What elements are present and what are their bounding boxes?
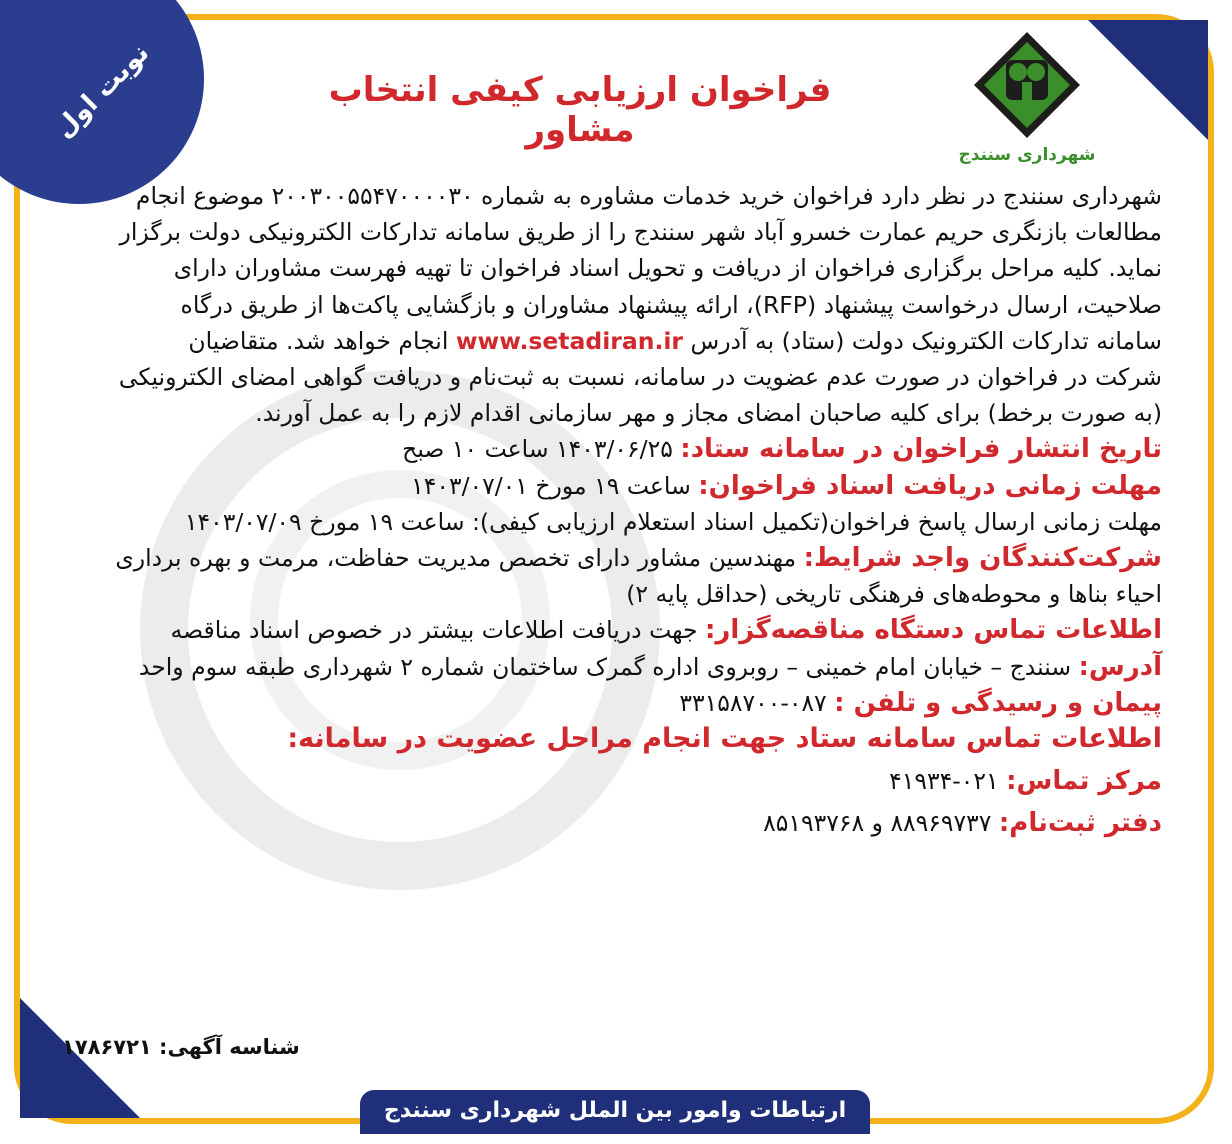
call-center-row xyxy=(62,763,1162,799)
response-deadline-row: مهلت زمانی ارسال پاسخ فراخوان(تکمیل اسناد استعلام ارزیابی کیفی): ساعت ۱۹ مورخ ۱۴۰۳/۰۷/۰۹ xyxy=(184,507,1162,536)
ad-id-value: ۱۷۸۶۷۲۱ xyxy=(62,1035,152,1059)
ad-id xyxy=(62,1035,300,1059)
publish-date-label: تاریخ انتشار فراخوان در سامانه ستاد: xyxy=(680,434,1162,465)
doc-deadline-row xyxy=(62,468,1162,504)
body-line: شهرداری سنندج در نظر دارد فراخوان خرید خدمات مشاوره به شماره ۲۰۰۳۰۰۵۵۴۷۰۰۰۰۳۰ موضوع انجام xyxy=(135,182,1162,210)
contact-row xyxy=(62,612,1162,648)
footer-text: ارتباطات وامور بین الملل شهرداری سنندج xyxy=(383,1098,847,1123)
notice-title: فراخوان ارزیابی کیفی انتخاب مشاور xyxy=(328,70,832,150)
registration-office-label: دفتر ثبت‌نام: xyxy=(998,808,1162,839)
contact-label: اطلاعات تماس دستگاه مناقصه‌گزار: xyxy=(705,615,1162,646)
doc-deadline-value: ساعت ۱۹ مورخ ۱۴۰۳/۰۷/۰۱ xyxy=(411,471,691,500)
phone-label: پیمان و رسیدگی و تلفن : xyxy=(834,687,1162,718)
corner-decoration-top-right xyxy=(1088,20,1208,140)
body-line: شرکت در فراخوان در صورت عدم عضویت در سامانه، نسبت به ثبت‌نام و دریافت گواهی امضای الکترونیکی xyxy=(118,363,1162,392)
body-text: انجام خواهد شد. متقاضیان xyxy=(188,326,449,355)
body-line xyxy=(62,323,1162,359)
publish-date-value: ۱۴۰۳/۰۶/۲۵ ساعت ۱۰ صبح xyxy=(402,435,673,464)
eligibility-value: مهندسین مشاور دارای تخصص مدیریت حفاظت، مرمت و بهره برداری xyxy=(115,544,797,573)
body-line: نماید. کلیه مراحل برگزاری فراخوان از دریافت و تحویل اسناد فراخوان تا تهیه فهرست مشاوران دارای xyxy=(173,254,1162,283)
address-row xyxy=(62,649,1162,685)
footer-bar xyxy=(360,1090,870,1134)
call-center-label: مرکز تماس: xyxy=(1006,766,1162,797)
eligibility-row-2: احیاء بناها و محوطه‌های فرهنگی تاریخی (حداقل پایه ۲) xyxy=(626,580,1162,609)
body-text: سامانه تدارکات الکترونیک دولت (ستاد) به آدرس xyxy=(690,326,1162,355)
registration-office-row xyxy=(62,805,1162,841)
municipality-logo-icon xyxy=(958,30,1096,170)
registration-office-value: ۸۸۹۶۹۷۳۷ و ۸۵۱۹۳۷۶۸ xyxy=(763,809,992,838)
logo-caption: شهرداری سنندج xyxy=(958,145,1096,165)
body-line: صلاحیت، ارسال درخواست پیشنهاد (RFP)، ارائه پیشنهاد مشاوران و بازگشایی پاکت‌ها از طریق درگاه xyxy=(180,290,1162,319)
eligibility-row xyxy=(62,540,1162,576)
phone-value: ۰۸۷-۳۳۱۵۸۷۰۰ xyxy=(679,688,827,717)
call-center-value: ۰۲۱-۴۱۹۳۴ xyxy=(889,767,999,796)
eligibility-label: شرکت‌کنندگان واجد شرایط: xyxy=(803,543,1162,574)
doc-deadline-label: مهلت زمانی دریافت اسناد فراخوان: xyxy=(698,470,1162,501)
body-line: مطالعات بازنگری حریم عمارت خسرو آباد شهر سنندج را از طریق سامانه تدارکات الکترونیکی دولت برگزار xyxy=(119,218,1162,247)
setad-heading: اطلاعات تماس سامانه ستاد جهت انجام مراحل عضویت در سامانه: xyxy=(287,723,1162,755)
setad-url-link[interactable]: www.setadiran.ir xyxy=(455,326,684,355)
body-line: (به صورت برخط) برای کلیه صاحبان امضای مجاز و مهر سازمانی اقدام لازم را به عمل آورند. xyxy=(255,399,1162,428)
round-label: نوبت اول xyxy=(48,37,156,145)
contact-value: جهت دریافت اطلاعات بیشتر در خصوص اسناد مناقصه xyxy=(170,616,698,645)
publish-date-row xyxy=(62,431,1162,467)
address-label: آدرس: xyxy=(1078,651,1162,682)
phone-row xyxy=(62,685,1162,721)
notice-body xyxy=(62,178,1162,842)
address-value: سنندج – خیابان امام خمینی – روبروی اداره گمرک ساختمان شماره ۲ شهرداری طبقه سوم واحد xyxy=(138,652,1072,681)
ad-id-label: شناسه آگهی: xyxy=(159,1035,300,1059)
